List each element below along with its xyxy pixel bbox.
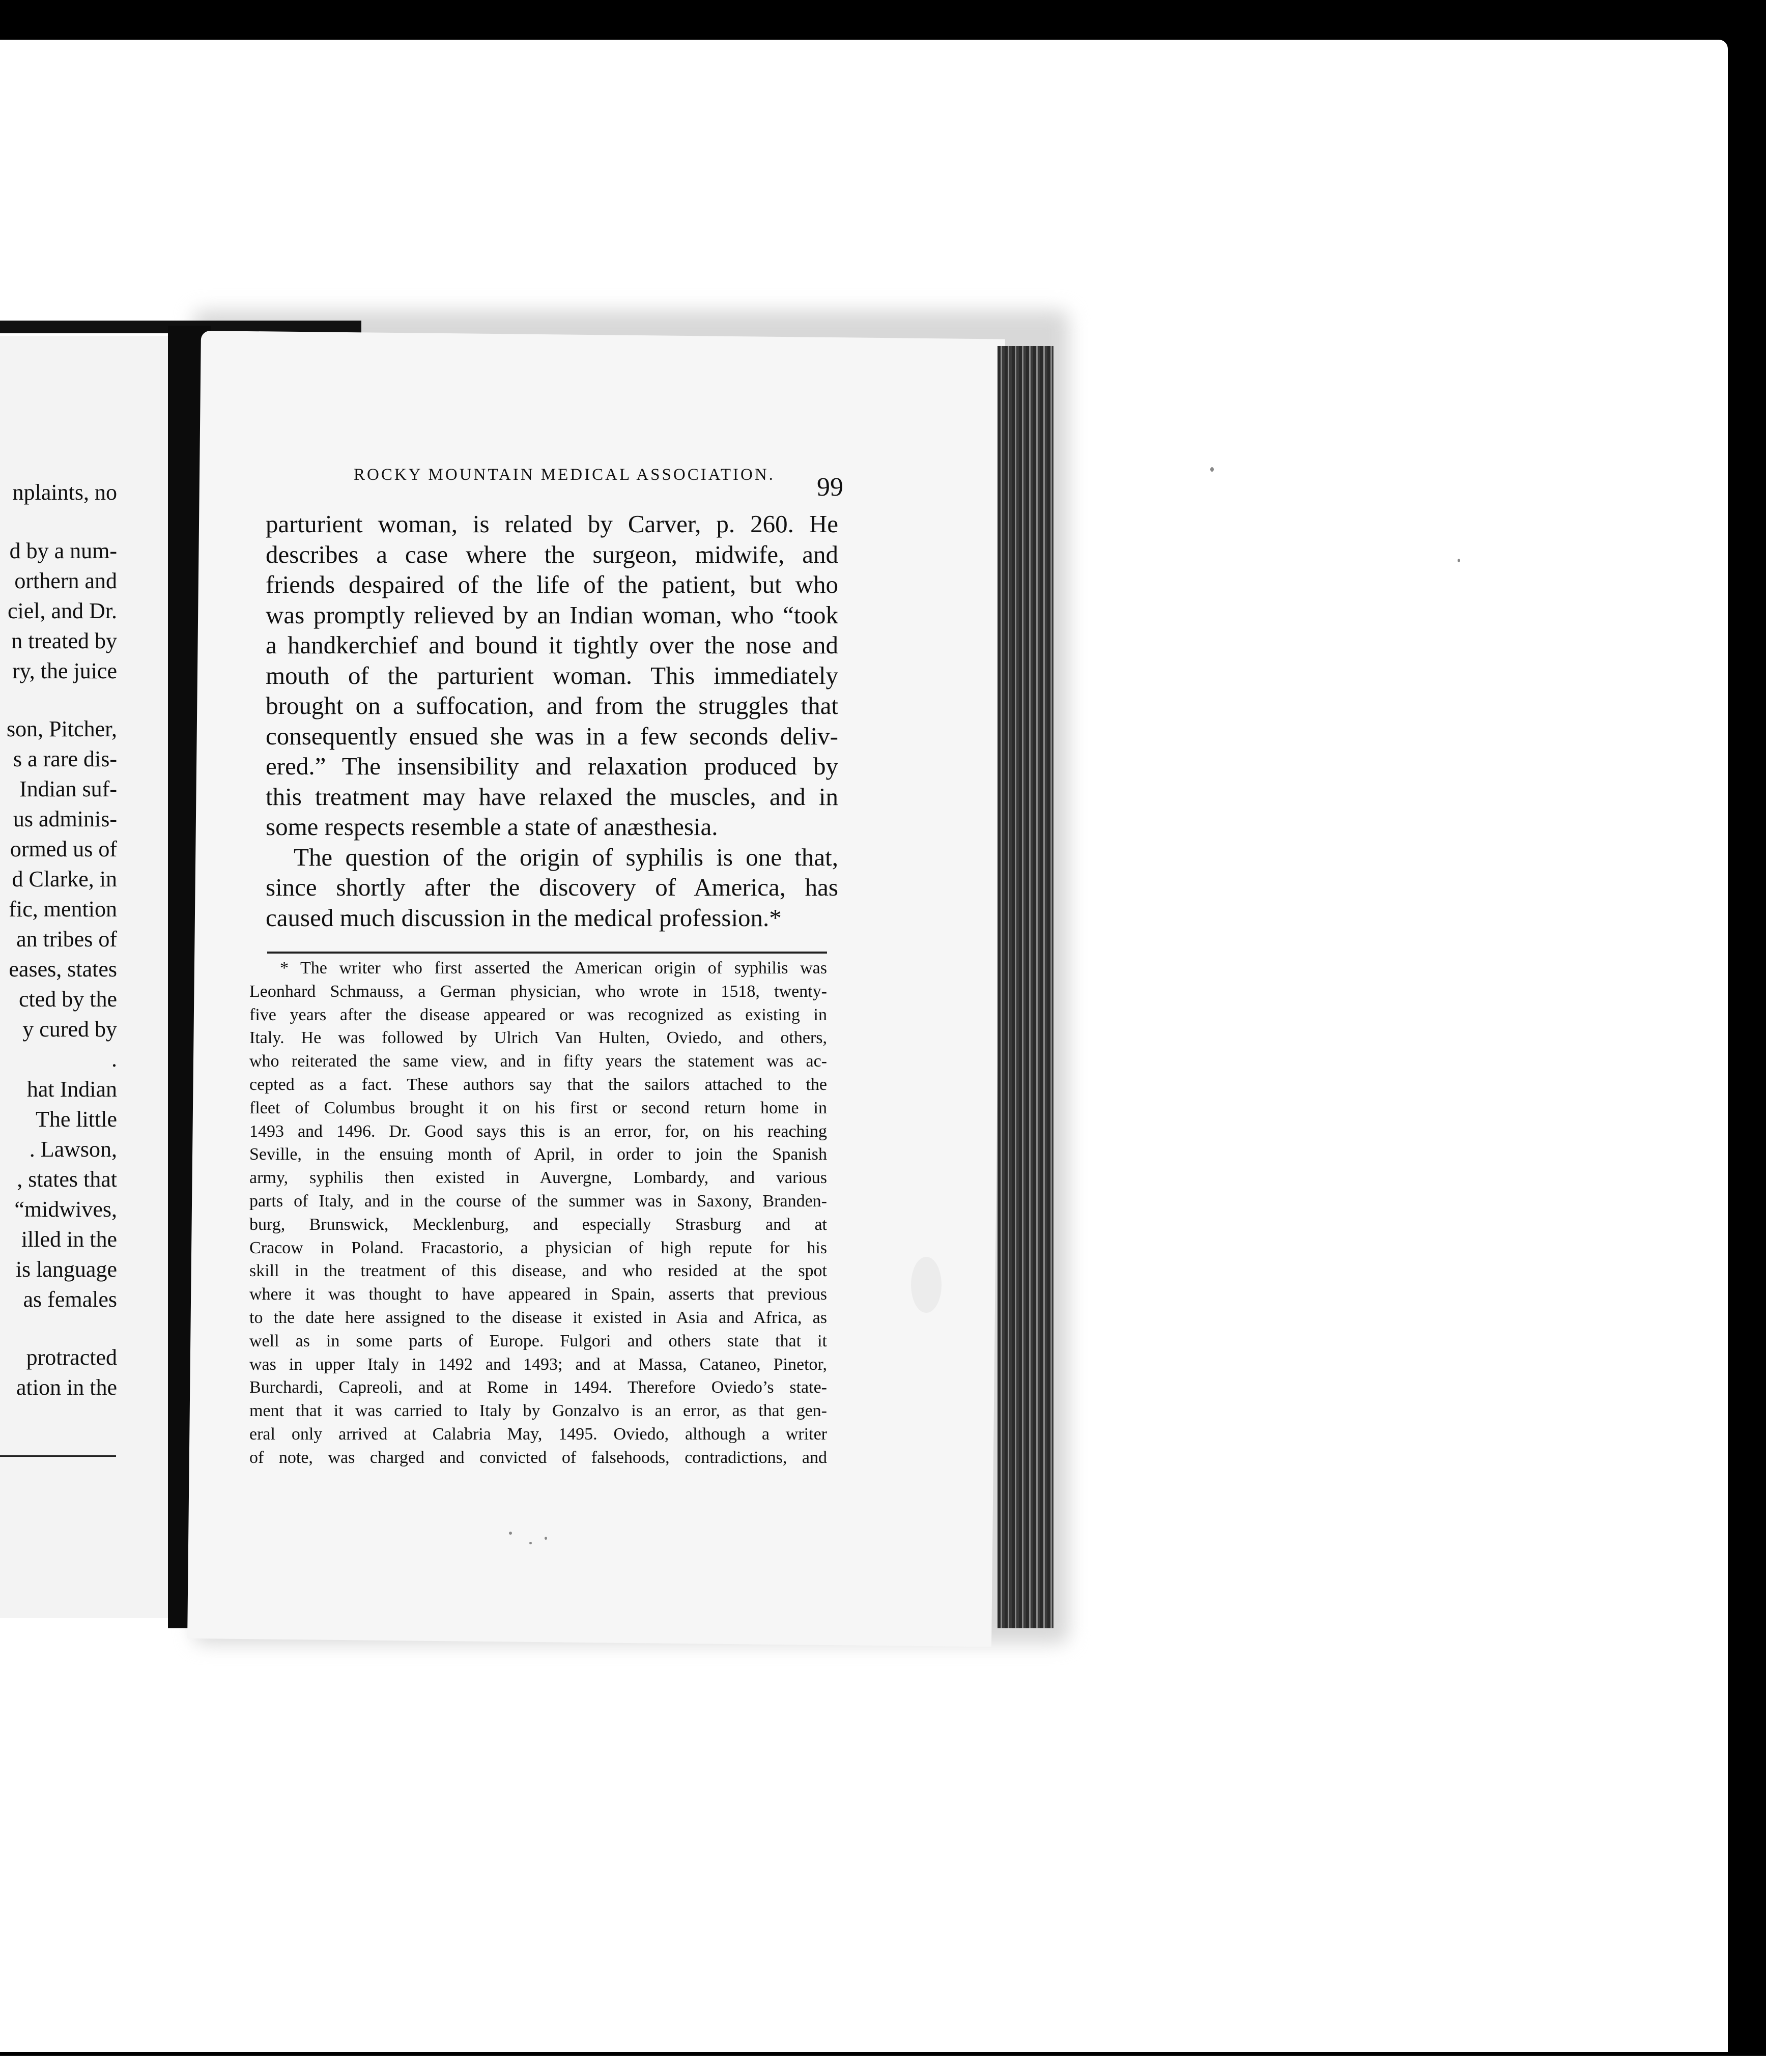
scan-speck	[1458, 559, 1460, 562]
left-page-line: Indian suf-	[19, 776, 117, 801]
footnote	[249, 957, 827, 1470]
left-page-line: ation in the	[16, 1375, 117, 1400]
page-number: 99	[817, 473, 843, 502]
left-page-line: .	[111, 1047, 117, 1072]
left-page-line: d Clarke, in	[12, 867, 117, 891]
scanner-bottom-strip	[0, 2056, 1766, 2072]
footnote-line: * The writer who first asserted the American origin of syphilis was	[280, 959, 827, 977]
footnote-line: who reiterated the same view, and in fifty years the statement was ac-	[249, 1052, 827, 1071]
footnote-line: 1493 and 1496. Dr. Good says this is an error, for, on his reaching	[249, 1121, 827, 1141]
footnote-line: parts of Italy, and in the course of the summer was in Saxony, Branden-	[249, 1191, 827, 1211]
left-page-line: y cured by	[22, 1017, 117, 1042]
left-page-line: as females	[23, 1287, 117, 1312]
scan-speck	[529, 1542, 532, 1544]
footnote-line: of note, was charged and convicted of falsehoods, contradictions, and	[249, 1448, 827, 1467]
body-line: consequently ensued she was in a few seconds deliv-	[266, 722, 838, 750]
footnote-line: Italy. He was followed by Ulrich Van Hulten, Oviedo, and others,	[249, 1028, 827, 1048]
left-page-line: s a rare dis-	[13, 746, 117, 771]
scan-speck	[911, 1257, 942, 1313]
body-text	[266, 509, 838, 933]
body-line: since shortly after the discovery of America, has	[266, 873, 838, 901]
body-line: was promptly relieved by an Indian woman, who “took	[266, 600, 838, 629]
footnote-line: well as in some parts of Europe. Fulgori and others state that it	[249, 1331, 827, 1350]
body-line: parturient woman, is related by Carver, p. 260. He	[266, 510, 838, 538]
footnote-line: cepted as a fact. These authors say that the sailors attached to the	[249, 1075, 827, 1094]
footnote-line: where it was thought to have appeared in Spain, asserts that previous	[249, 1285, 827, 1304]
left-page-line: eases, states	[9, 957, 117, 982]
body-line: brought on a suffocation, and from the struggles that	[266, 692, 838, 720]
footnote-line: army, syphilis then existed in Auvergne, Lombardy, and various	[249, 1168, 827, 1188]
footnote-rule	[267, 952, 827, 954]
body-line: The question of the origin of syphilis is one that,	[294, 843, 838, 871]
left-page-line: . Lawson,	[29, 1137, 117, 1162]
footnote-line: Leonhard Schmauss, a German physician, who wrote in 1518, twenty-	[249, 982, 827, 1001]
left-page-line: hat Indian	[26, 1077, 117, 1102]
body-line: mouth of the parturient woman. This immediately	[266, 661, 838, 689]
footnote-line: skill in the treatment of this disease, and who resided at the spot	[249, 1261, 827, 1281]
left-page-line: The little	[35, 1107, 117, 1132]
running-head: ROCKY MOUNTAIN MEDICAL ASSOCIATION.	[354, 466, 775, 484]
left-page-line: d by a num-	[9, 538, 117, 563]
body-line: describes a case where the surgeon, midwife, and	[266, 540, 838, 568]
left-page-line: is language	[15, 1257, 117, 1282]
footnote-line: Burchardi, Capreoli, and at Rome in 1494. Therefore Oviedo’s state-	[249, 1378, 827, 1397]
body-line: a handkerchief and bound it tightly over the nose and	[266, 631, 838, 659]
body-line: some respects resemble a state of anæsthesia.	[266, 813, 718, 841]
footnote-line: was in upper Italy in 1492 and 1493; and at Massa, Cataneo, Pinetor,	[249, 1355, 827, 1374]
scan-speck	[1210, 467, 1214, 472]
left-page-line: illed in the	[21, 1227, 117, 1252]
footnote-line: ment that it was carried to Italy by Gonzalvo is an error, as that gen-	[249, 1401, 827, 1421]
left-page-line: nplaints, no	[12, 480, 117, 505]
scan-speck	[509, 1532, 512, 1535]
body-line: ered.” The insensibility and relaxation produced by	[266, 752, 838, 780]
body-line: friends despaired of the life of the patient, but who	[266, 570, 838, 598]
footnote-line: Cracow in Poland. Fracastorio, a physician of high repute for his	[249, 1238, 827, 1257]
left-page-line: fic, mention	[9, 897, 117, 922]
left-page-line: us adminis-	[13, 807, 117, 831]
left-page-line: ry, the juice	[12, 658, 117, 683]
footnote-line: eral only arrived at Calabria May, 1495. Oviedo, although a writer	[249, 1424, 827, 1444]
left-page-line: an tribes of	[16, 927, 117, 952]
footnote-line: burg, Brunswick, Mecklenburg, and especially Strasburg and at	[249, 1215, 827, 1234]
left-page-line: ciel, and Dr.	[7, 598, 117, 623]
left-page-line: orthern and	[14, 568, 117, 593]
body-line: caused much discussion in the medical profession.*	[266, 903, 782, 932]
footnote-line: fleet of Columbus brought it on his first or second return home in	[249, 1098, 827, 1117]
footnote-line: five years after the disease appeared or was recognized as existing in	[249, 1005, 827, 1024]
left-page-line: , states that	[17, 1167, 117, 1192]
left-page-line: ormed us of	[10, 837, 117, 861]
left-page-line: son, Pitcher,	[7, 716, 117, 741]
page-edges	[998, 346, 1053, 1628]
scan-speck	[545, 1537, 547, 1540]
footnote-line: Seville, in the ensuing month of April, in order to join the Spanish	[249, 1145, 827, 1164]
body-line: this treatment may have relaxed the muscles, and in	[266, 782, 838, 811]
left-page-line: protracted	[26, 1345, 117, 1370]
footnote-line: to the date here assigned to the disease it existed in Asia and Africa, as	[249, 1308, 827, 1327]
left-page-rule	[0, 1455, 116, 1457]
left-page-line: cted by the	[18, 987, 117, 1012]
left-page-line: “midwives,	[14, 1197, 117, 1222]
left-page-line: n treated by	[11, 628, 117, 653]
